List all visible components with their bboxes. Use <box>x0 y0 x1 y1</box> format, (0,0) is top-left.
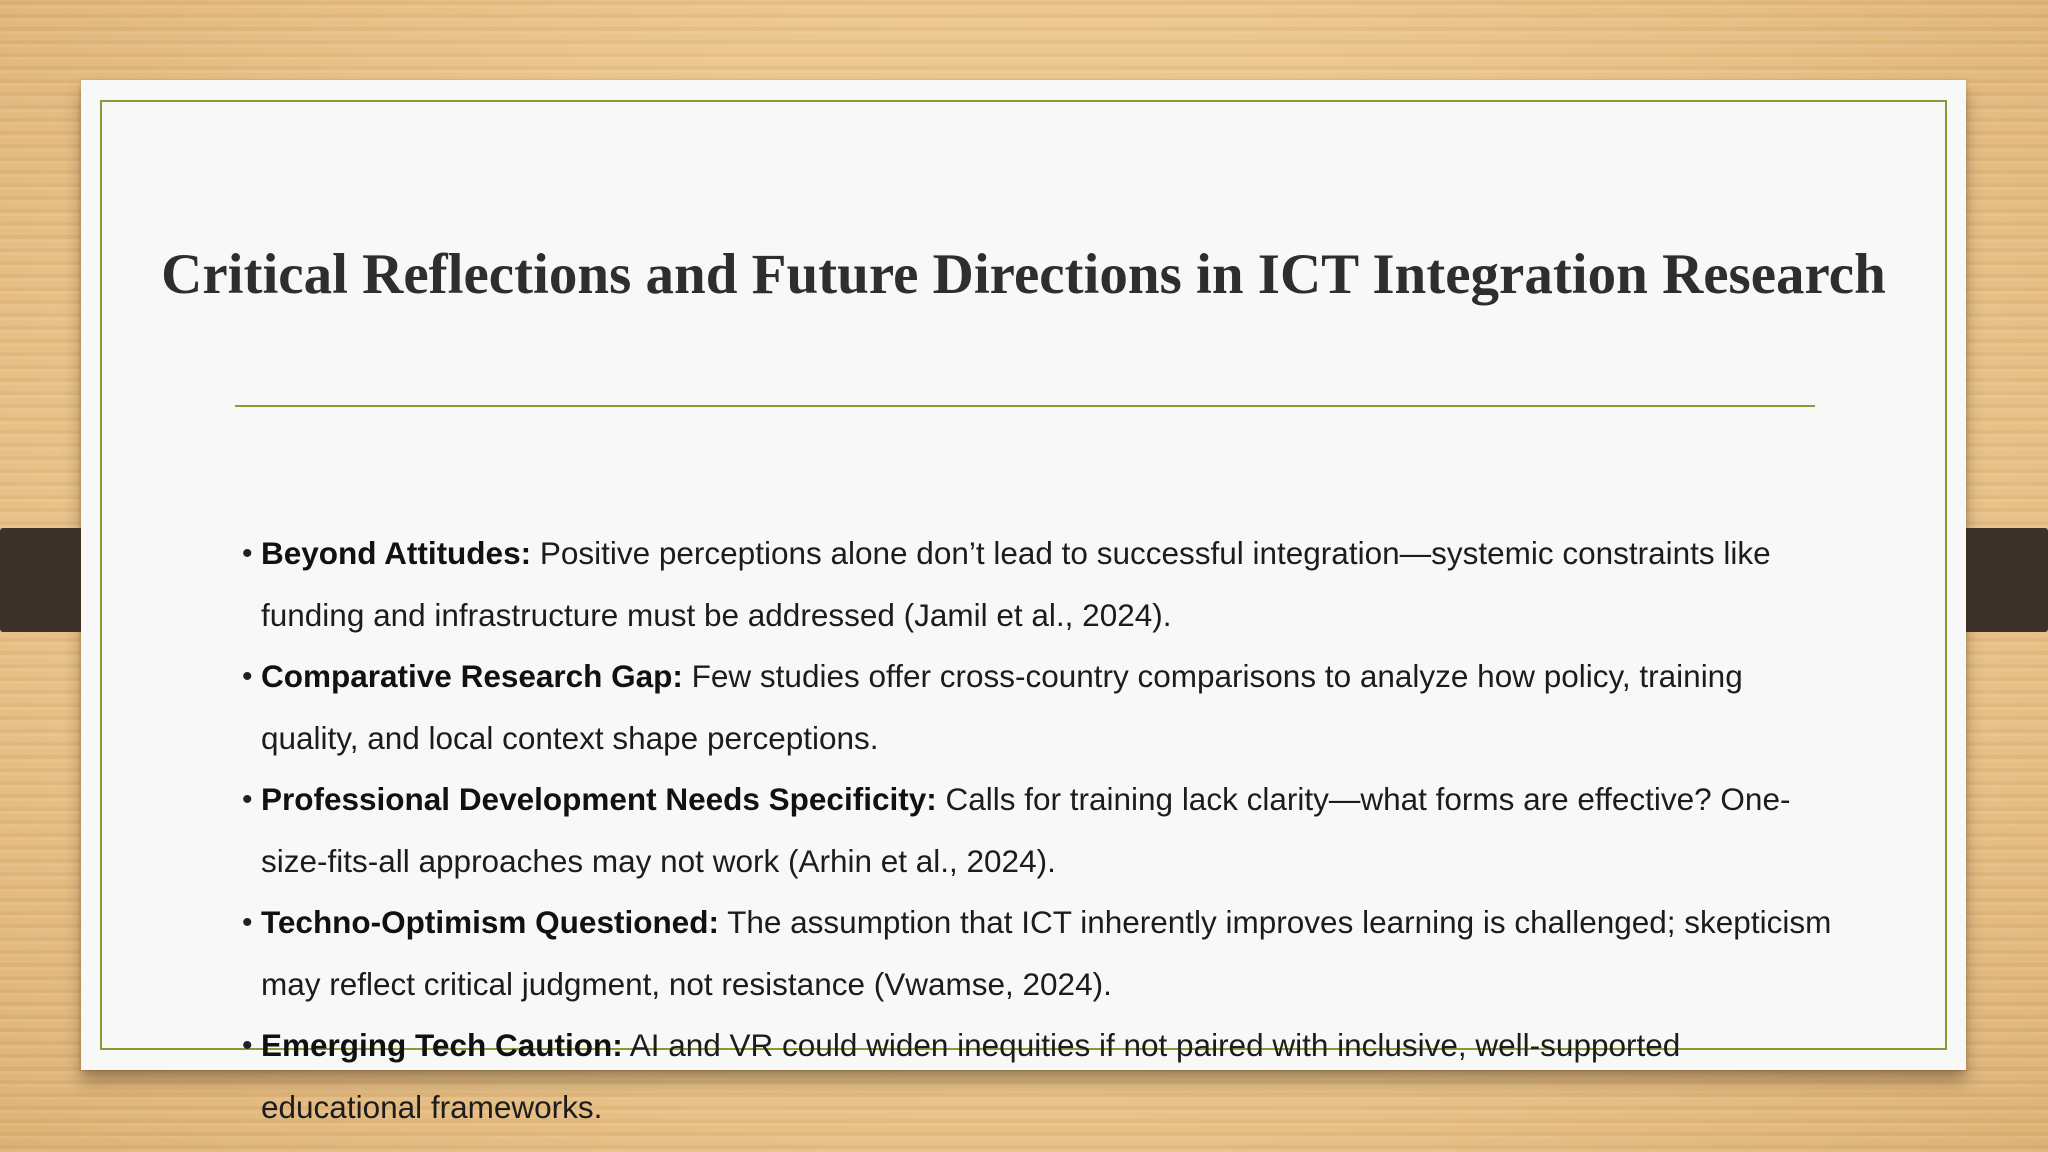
bullet-heading: Emerging Tech Caution: <box>261 1027 623 1063</box>
bullet-heading: Techno-Optimism Questioned: <box>261 904 719 940</box>
bullet-line-1 <box>261 892 1971 954</box>
bullet-text <box>261 892 1971 1015</box>
title-divider <box>235 405 1815 407</box>
bullet-body: Few studies offer cross-country comparisons to analyze how policy, training <box>682 658 1743 694</box>
bullet-line-2: quality, and local context shape perceptions. <box>261 719 879 756</box>
bullet-line-1 <box>261 769 1971 831</box>
bullet-list <box>211 523 1991 1138</box>
bullet-text <box>261 523 1971 646</box>
bullet-item-techno-optimism <box>211 892 1991 1015</box>
bullet-item-beyond-attitudes <box>211 523 1991 646</box>
bullet-dot-icon: • <box>242 1029 253 1062</box>
bullet-heading: Professional Development Needs Specificity: <box>261 781 937 817</box>
bullet-line-2: may reflect critical judgment, not resistance (Vwamse, 2024). <box>261 965 1112 1002</box>
bullet-text <box>261 646 1971 769</box>
bullet-body: The assumption that ICT inherently improves learning is challenged; skepticism <box>718 904 1832 940</box>
bullet-body: Positive perceptions alone don’t lead to successful integration—systemic constraints like <box>531 535 1771 571</box>
bullet-body: AI and VR could widen inequities if not paired with inclusive, well-supported <box>622 1027 1681 1063</box>
bullet-heading: Comparative Research Gap: <box>261 658 683 694</box>
bullet-item-professional-development <box>211 769 1991 892</box>
bullet-item-emerging-tech-caution <box>211 1015 1991 1138</box>
bullet-line-2: funding and infrastructure must be addressed (Jamil et al., 2024). <box>261 596 1172 633</box>
bullet-line-1 <box>261 1015 1971 1077</box>
bullet-dot-icon: • <box>242 537 253 570</box>
bullet-line-1 <box>261 646 1971 708</box>
bullet-line-1 <box>261 523 1971 585</box>
bullet-dot-icon: • <box>242 906 253 939</box>
bullet-text <box>261 769 1971 892</box>
bullet-line-2: educational frameworks. <box>261 1088 603 1125</box>
bullet-body: Calls for training lack clarity—what forms are effective? One- <box>936 781 1791 817</box>
bullet-dot-icon: • <box>242 783 253 816</box>
slide-title: Critical Reflections and Future Directions in ICT Integration Research <box>161 243 1886 306</box>
bullet-heading: Beyond Attitudes: <box>261 535 532 571</box>
bullet-line-2: size-fits-all approaches may not work (Arhin et al., 2024). <box>261 842 1056 879</box>
slide-card <box>81 80 1966 1125</box>
bullet-text <box>261 1015 1971 1138</box>
bullet-dot-icon: • <box>242 660 253 693</box>
bullet-item-comparative-research-gap <box>211 646 1991 769</box>
